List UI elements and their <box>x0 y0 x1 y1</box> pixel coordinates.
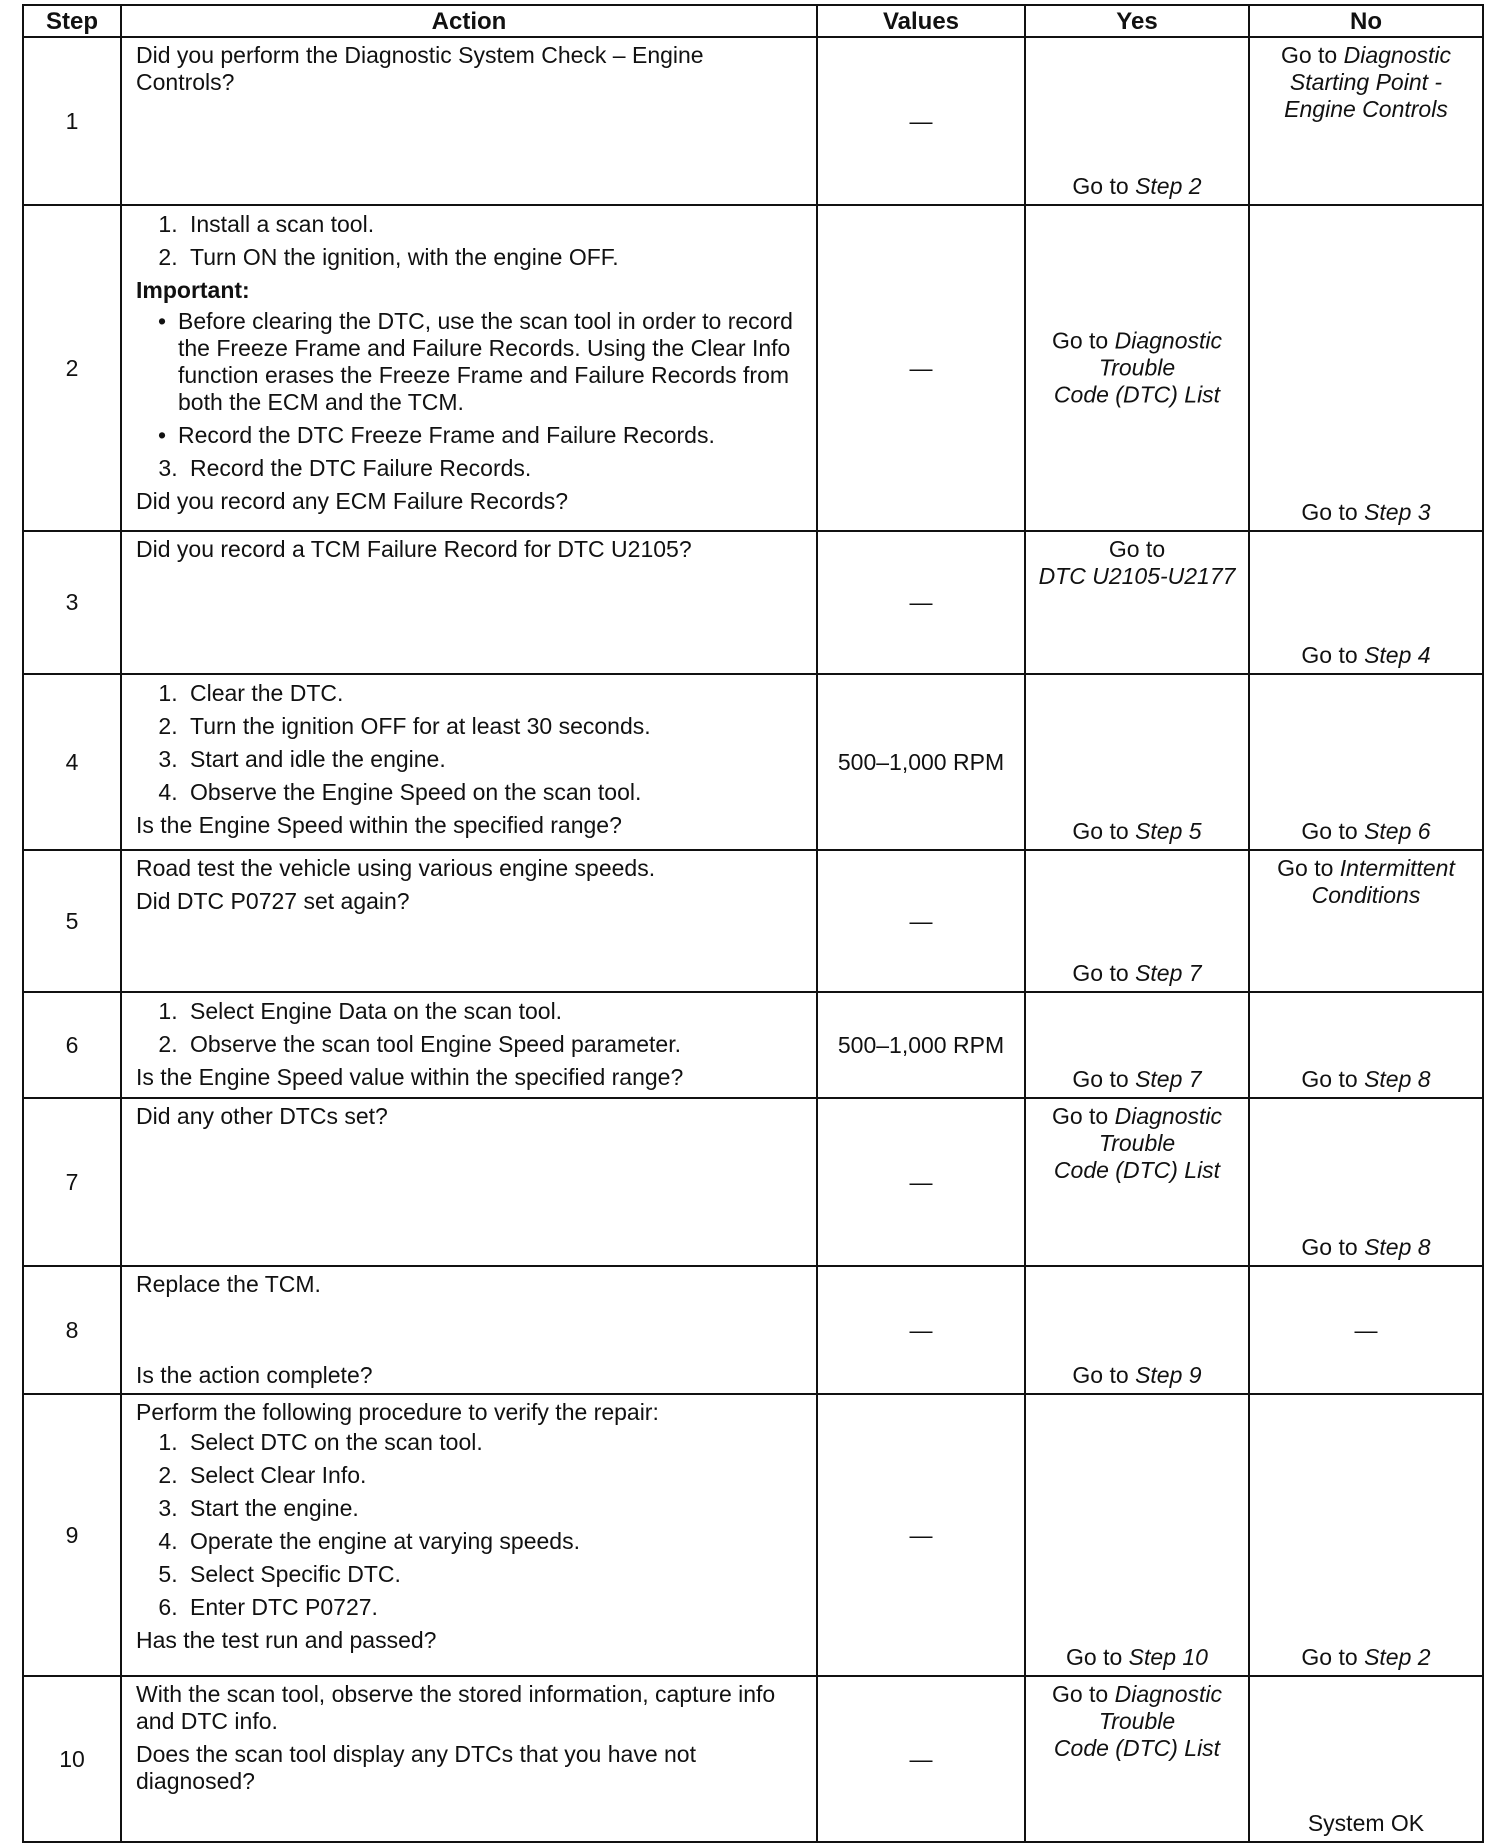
yes-ref: Trouble <box>1098 1708 1176 1734</box>
action-cell <box>121 1266 817 1394</box>
no-ref: Step 8 <box>1364 1234 1431 1260</box>
no-ref: Starting Point - <box>1289 69 1443 95</box>
no-result <box>1254 1644 1478 1671</box>
yes-ref: Step 9 <box>1135 1362 1202 1388</box>
action-step: 4. Operate the engine at varying speeds. <box>184 1528 808 1555</box>
yes-prefix: Go to <box>1108 536 1166 562</box>
action-cell <box>121 1394 817 1676</box>
table-row <box>23 1266 1483 1394</box>
no-prefix: Go to <box>1280 42 1338 68</box>
no-result <box>1254 499 1478 526</box>
action-question: Did you perform the Diagnostic System Check – Engine Controls? <box>136 42 704 95</box>
no-result <box>1254 1066 1478 1093</box>
action-step: 3. Start the engine. <box>184 1495 808 1522</box>
step-number: 6 <box>23 992 121 1098</box>
yes-ref: Code (DTC) List <box>1053 381 1221 408</box>
no-prefix: Go to <box>1301 1234 1358 1260</box>
no-ref: Diagnostic <box>1343 42 1452 68</box>
action-text: Replace the TCM. <box>136 1271 321 1297</box>
action-cell <box>121 37 817 205</box>
step-number: 7 <box>23 1098 121 1266</box>
action-text: Road test the vehicle using various engine speeds. <box>136 855 656 881</box>
step-number: 2 <box>23 205 121 531</box>
yes-result <box>1030 1362 1244 1389</box>
header-action: Action <box>121 5 817 37</box>
yes-cell <box>1025 992 1249 1098</box>
values-cell: — <box>817 1676 1025 1842</box>
yes-ref: Step 7 <box>1135 1066 1202 1092</box>
action-steps <box>136 1429 808 1621</box>
yes-prefix: Go to <box>1066 1644 1123 1670</box>
step-number: 9 <box>23 1394 121 1676</box>
no-cell <box>1249 674 1483 850</box>
yes-prefix: Go to <box>1051 1103 1109 1129</box>
no-prefix: Go to <box>1301 1644 1358 1670</box>
step-number: 10 <box>23 1676 121 1842</box>
important-label: Important: <box>136 277 250 303</box>
diagnostic-table <box>22 4 1484 1843</box>
action-step: 2. Observe the scan tool Engine Speed parameter. <box>184 1031 808 1058</box>
yes-ref: Trouble <box>1098 1130 1176 1156</box>
no-ref: Step 4 <box>1364 642 1431 668</box>
values-cell: 500–1,000 RPM <box>817 992 1025 1098</box>
action-steps <box>136 680 808 806</box>
yes-result <box>1030 536 1244 590</box>
action-question: Did you record any ECM Failure Records? <box>136 488 569 514</box>
no-cell <box>1249 37 1483 205</box>
values-cell: 500–1,000 RPM <box>817 674 1025 850</box>
no-cell <box>1249 850 1483 992</box>
action-question: Is the Engine Speed value within the specified range? <box>136 1064 684 1090</box>
action-question: Is the Engine Speed within the specified range? <box>136 812 622 838</box>
action-step: 2. Turn the ignition OFF for at least 30 seconds. <box>184 713 808 740</box>
action-text: Perform the following procedure to verify the repair: <box>136 1399 659 1425</box>
diagnostic-table-container <box>22 4 1482 1843</box>
yes-ref: Diagnostic <box>1114 327 1223 354</box>
no-ref: Step 3 <box>1364 499 1431 525</box>
table-row <box>23 37 1483 205</box>
yes-ref: Step 2 <box>1135 173 1202 199</box>
action-text: With the scan tool, observe the stored information, capture info and DTC info. <box>136 1681 776 1734</box>
no-ref: Step 8 <box>1364 1066 1431 1092</box>
action-cell <box>121 1676 817 1842</box>
yes-cell <box>1025 1676 1249 1842</box>
action-question: Did DTC P0727 set again? <box>136 888 410 914</box>
no-cell <box>1249 1676 1483 1842</box>
yes-prefix: Go to <box>1051 327 1109 354</box>
important-bullets <box>136 308 808 449</box>
table-row <box>23 1098 1483 1266</box>
no-cell <box>1249 1394 1483 1676</box>
bullet-item: • Record the DTC Freeze Frame and Failure Records. <box>178 422 808 449</box>
step-number: 8 <box>23 1266 121 1394</box>
step-number: 1 <box>23 37 121 205</box>
no-result <box>1254 818 1478 845</box>
values-cell: — <box>817 1394 1025 1676</box>
no-prefix: Go to <box>1301 499 1358 525</box>
no-result <box>1254 42 1478 123</box>
yes-cell <box>1025 37 1249 205</box>
table-row <box>23 992 1483 1098</box>
action-step: 6. Enter DTC P0727. <box>184 1594 808 1621</box>
yes-result <box>1030 173 1244 200</box>
no-result <box>1254 1234 1478 1261</box>
yes-ref: Step 10 <box>1128 1644 1208 1670</box>
yes-ref: Code (DTC) List <box>1053 1157 1221 1183</box>
header-yes: Yes <box>1025 5 1249 37</box>
action-steps <box>136 998 808 1058</box>
yes-cell <box>1025 205 1249 531</box>
action-step: 5. Select Specific DTC. <box>184 1561 808 1588</box>
no-ref: Step 6 <box>1364 818 1431 844</box>
yes-prefix: Go to <box>1072 173 1129 199</box>
no-ref: Conditions <box>1311 882 1421 908</box>
table-row <box>23 674 1483 850</box>
action-step: 1. Install a scan tool. <box>184 211 808 238</box>
action-step: 3. Record the DTC Failure Records. <box>184 455 808 482</box>
yes-prefix: Go to <box>1072 1066 1129 1092</box>
yes-cell <box>1025 674 1249 850</box>
yes-prefix: Go to <box>1072 960 1129 986</box>
header-values: Values <box>817 5 1025 37</box>
yes-ref: DTC U2105-U2177 <box>1038 563 1236 589</box>
action-cell <box>121 531 817 674</box>
action-steps <box>136 211 808 271</box>
yes-cell <box>1025 1394 1249 1676</box>
yes-result <box>1026 328 1248 409</box>
no-cell <box>1249 205 1483 531</box>
no-ref: Step 2 <box>1364 1644 1431 1670</box>
yes-result <box>1030 960 1244 987</box>
no-cell <box>1249 992 1483 1098</box>
yes-ref: Diagnostic <box>1114 1103 1223 1129</box>
no-cell <box>1249 531 1483 674</box>
yes-prefix: Go to <box>1072 1362 1129 1388</box>
action-question: Has the test run and passed? <box>136 1627 437 1653</box>
yes-cell <box>1025 850 1249 992</box>
action-cell <box>121 1098 817 1266</box>
no-result <box>1254 855 1478 909</box>
action-step: 4. Observe the Engine Speed on the scan tool. <box>184 779 808 806</box>
yes-ref: Diagnostic <box>1114 1681 1223 1707</box>
table-row <box>23 531 1483 674</box>
header-row <box>23 5 1483 37</box>
action-step: 2. Turn ON the ignition, with the engine OFF. <box>184 244 808 271</box>
table-row <box>23 850 1483 992</box>
yes-ref: Step 7 <box>1135 960 1202 986</box>
action-step: 2. Select Clear Info. <box>184 1462 808 1489</box>
values-cell: — <box>817 37 1025 205</box>
header-no: No <box>1249 5 1483 37</box>
yes-ref: Step 5 <box>1135 818 1202 844</box>
action-cell <box>121 850 817 992</box>
no-result <box>1254 642 1478 669</box>
no-prefix: Go to <box>1301 1066 1358 1092</box>
table-row <box>23 1394 1483 1676</box>
no-prefix: Go to <box>1277 855 1334 881</box>
action-step: 1. Select Engine Data on the scan tool. <box>184 998 808 1025</box>
action-question: Did any other DTCs set? <box>136 1103 388 1129</box>
table-row <box>23 205 1483 531</box>
values-cell: — <box>817 1266 1025 1394</box>
action-step: 1. Select DTC on the scan tool. <box>184 1429 808 1456</box>
action-question: Does the scan tool display any DTCs that you have not diagnosed? <box>136 1741 696 1794</box>
no-result: System OK <box>1307 1810 1425 1836</box>
action-step: 1. Clear the DTC. <box>184 680 808 707</box>
yes-ref: Trouble <box>1098 354 1176 381</box>
values-cell: — <box>817 850 1025 992</box>
yes-result <box>1030 1681 1244 1762</box>
values-cell: — <box>817 531 1025 674</box>
step-number: 5 <box>23 850 121 992</box>
step-number: 3 <box>23 531 121 674</box>
yes-cell <box>1025 1098 1249 1266</box>
action-steps <box>136 455 808 482</box>
yes-prefix: Go to <box>1072 818 1129 844</box>
action-cell <box>121 205 817 531</box>
values-cell: — <box>817 1098 1025 1266</box>
action-step: 3. Start and idle the engine. <box>184 746 808 773</box>
action-cell <box>121 674 817 850</box>
yes-ref: Code (DTC) List <box>1053 1735 1221 1761</box>
no-cell <box>1249 1098 1483 1266</box>
step-number: 4 <box>23 674 121 850</box>
yes-result <box>1030 1644 1244 1671</box>
action-question: Is the action complete? <box>136 1362 373 1388</box>
no-prefix: Go to <box>1301 642 1358 668</box>
action-question: Did you record a TCM Failure Record for DTC U2105? <box>136 536 692 562</box>
values-cell: — <box>817 205 1025 531</box>
action-cell <box>121 992 817 1098</box>
yes-cell <box>1025 531 1249 674</box>
table-row <box>23 1676 1483 1842</box>
yes-prefix: Go to <box>1051 1681 1109 1707</box>
no-ref: Engine Controls <box>1284 96 1448 122</box>
yes-cell <box>1025 1266 1249 1394</box>
no-prefix: Go to <box>1301 818 1358 844</box>
yes-result <box>1030 1103 1244 1184</box>
bullet-item: • Before clearing the DTC, use the scan tool in order to record the Freeze Frame and Failure Records. Using the Clear Info function erases the Freeze Frame and Failure Records from both the ECM and the TCM. <box>178 308 808 416</box>
yes-result <box>1030 818 1244 845</box>
no-ref: Intermittent <box>1339 855 1455 881</box>
no-cell: — <box>1249 1266 1483 1394</box>
header-step: Step <box>23 5 121 37</box>
yes-result <box>1030 1066 1244 1093</box>
